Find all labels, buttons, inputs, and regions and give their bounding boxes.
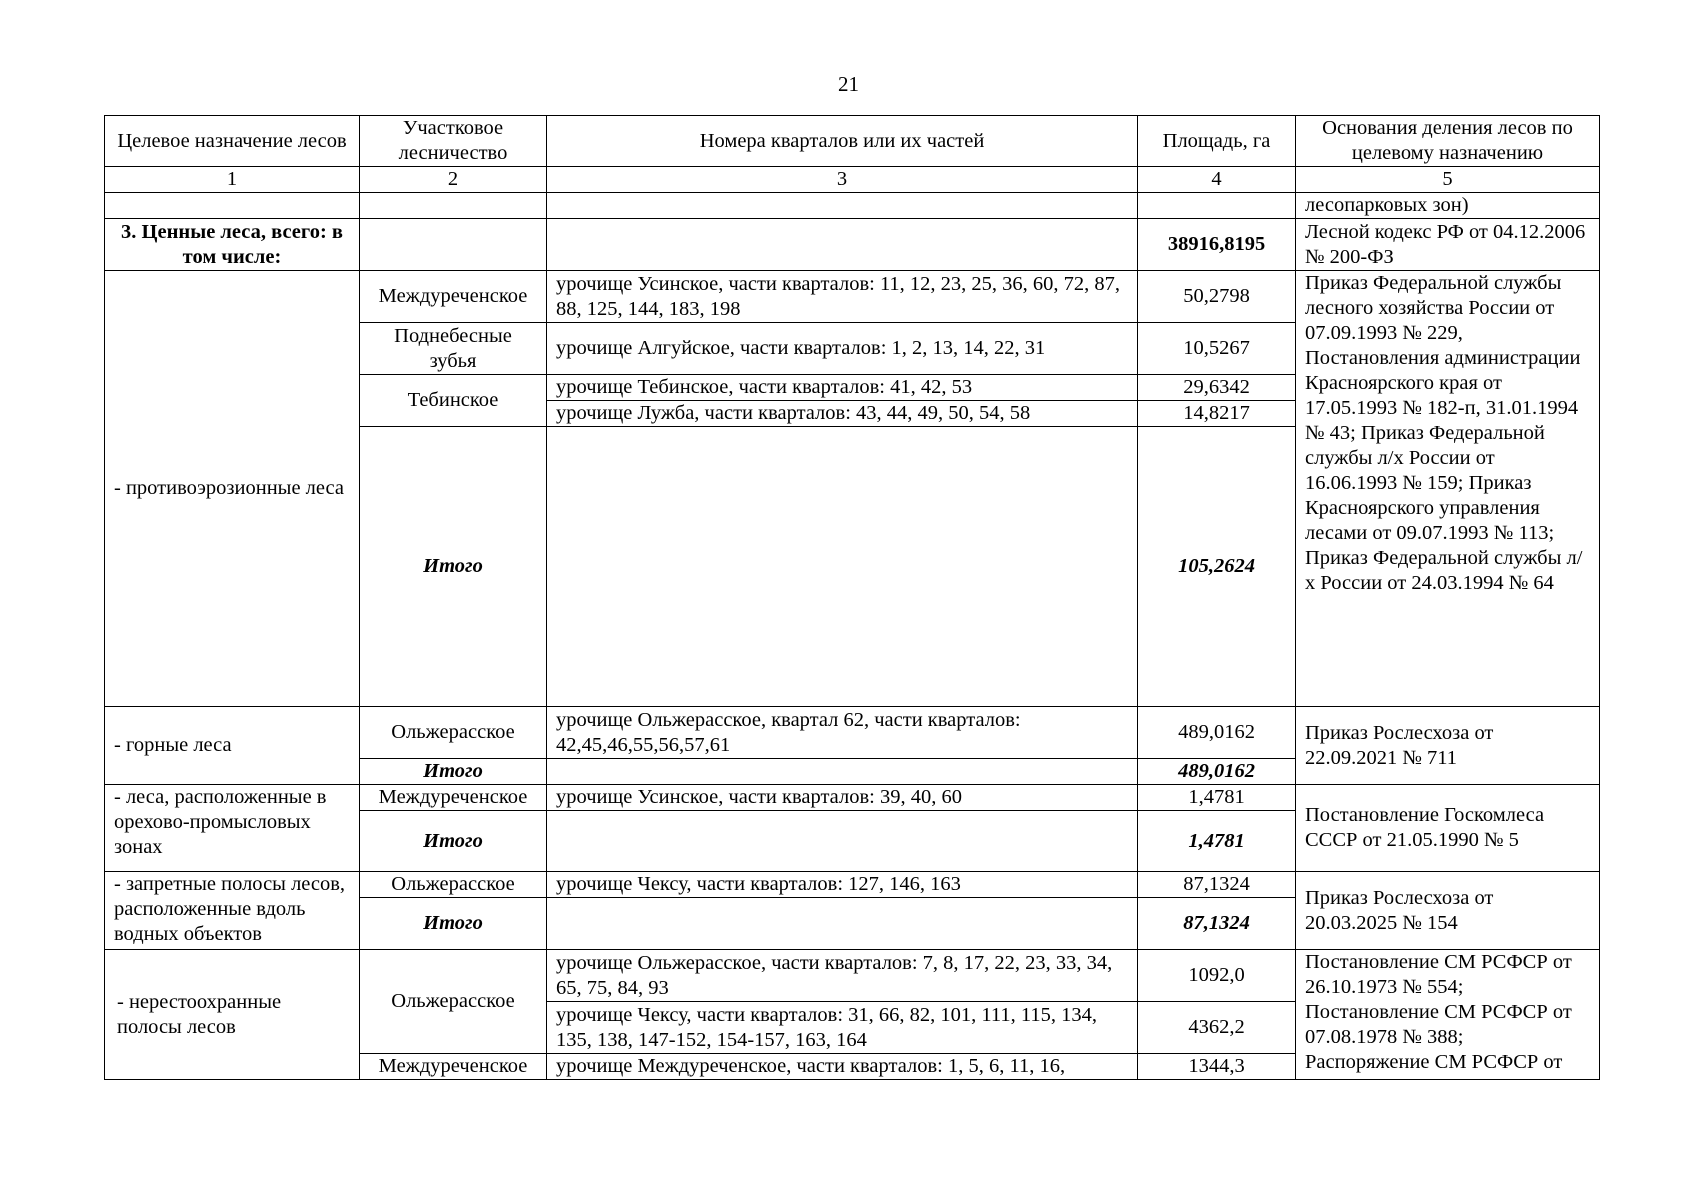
forestry-cell: Ольжерасское (360, 872, 547, 898)
table-row (105, 271, 1600, 323)
area-cell: 489,0162 (1138, 707, 1296, 759)
header-purpose: Целевое назначение лесов (105, 116, 360, 167)
basis-water: Приказ Рослесхоза от 20.03.2025 № 154 (1296, 872, 1600, 950)
valuable-forests-title: 3. Ценные леса, всего: в том числе: (105, 219, 360, 271)
table-row (105, 950, 1600, 1002)
quarters-cell: урочище Тебинское, части кварталов: 41, 42, 53 (547, 375, 1138, 401)
header-quarters: Номера кварталов или их частей (547, 116, 1138, 167)
empty-cell (547, 219, 1138, 271)
quarters-cell: урочище Усинское, части кварталов: 39, 40, 60 (547, 785, 1138, 811)
total-label: Итого (360, 898, 547, 950)
total-area: 1,4781 (1138, 811, 1296, 872)
table-row (105, 785, 1600, 811)
total-label: Итого (360, 759, 547, 785)
area-cell: 1344,3 (1138, 1054, 1296, 1080)
quarters-cell: урочище Чексу, части кварталов: 31, 66, 82, 101, 111, 115, 134, 135, 138, 147-152, 154-157, 163, 164 (547, 1002, 1138, 1054)
header-area: Площадь, га (1138, 116, 1296, 167)
column-number: 2 (360, 167, 547, 193)
basis-nut: Постановление Госкомлеса СССР от 21.05.1990 № 5 (1296, 785, 1600, 872)
valuable-forests-area: 38916,8195 (1138, 219, 1296, 271)
column-number: 5 (1296, 167, 1600, 193)
purpose-nut: - леса, расположенные в орехово-промысловых зонах (105, 785, 360, 872)
column-number: 1 (105, 167, 360, 193)
quarters-cell: урочище Лужба, части кварталов: 43, 44, 49, 50, 54, 58 (547, 401, 1138, 427)
page-number: 21 (838, 72, 859, 96)
area-cell: 10,5267 (1138, 323, 1296, 375)
area-cell: 14,8217 (1138, 401, 1296, 427)
basis-anti-erosion: Приказ Федеральной службы лесного хозяйства России от 07.09.1993 № 229, Постановления администрации Красноярского края от 17.05.1993 № 182-п, 31.01.1994 № 43; Приказ Федеральной службы л/х России от 16.06.1993 № 159; Приказ Красноярского управления лесами от 09.07.1993 № 113; Приказ Федеральной службы л/х России от 24.03.1994 № 64 (1296, 271, 1600, 707)
header-forestry: Участковое лесничество (360, 116, 547, 167)
forestry-cell: Тебинское (360, 375, 547, 427)
quarters-cell: урочище Ольжерасское, части кварталов: 7, 8, 17, 22, 23, 33, 34, 65, 75, 84, 93 (547, 950, 1138, 1002)
empty-cell (1138, 193, 1296, 219)
column-number: 3 (547, 167, 1138, 193)
purpose-spawning: - нерестоохранные полосы лесов (105, 950, 360, 1080)
purpose-mountain: - горные леса (105, 707, 360, 785)
forestry-cell: Ольжерасское (360, 707, 547, 759)
total-area: 489,0162 (1138, 759, 1296, 785)
quarters-cell: урочище Алгуйское, части кварталов: 1, 2, 13, 14, 22, 31 (547, 323, 1138, 375)
forestry-cell: Ольжерасское (360, 950, 547, 1054)
header-row (105, 116, 1600, 167)
area-cell: 50,2798 (1138, 271, 1296, 323)
header-basis: Основания деления лесов по целевому назначению (1296, 116, 1600, 167)
basis-continuation: лесопарковых зон) (1296, 193, 1600, 219)
valuable-forests-basis: Лесной кодекс РФ от 04.12.2006 № 200-ФЗ (1296, 219, 1600, 271)
quarters-cell: урочище Чексу, части кварталов: 127, 146, 163 (547, 872, 1138, 898)
area-cell: 87,1324 (1138, 872, 1296, 898)
forestry-cell: Поднебесные зубья (360, 323, 547, 375)
empty-cell (547, 759, 1138, 785)
table-row (105, 707, 1600, 759)
empty-cell (360, 219, 547, 271)
basis-mountain: Приказ Рослесхоза от 22.09.2021 № 711 (1296, 707, 1600, 785)
forest-purpose-table (104, 115, 1600, 1080)
basis-spawning: Постановление СМ РСФСР от 26.10.1973 № 554; Постановление СМ РСФСР от 07.08.1978 № 388; Распоряжение СМ РСФСР от (1296, 950, 1600, 1080)
continuation-row (105, 193, 1600, 219)
total-label: Итого (360, 427, 547, 707)
forestry-cell: Междуреченское (360, 785, 547, 811)
quarters-cell: урочище Ольжерасское, квартал 62, части кварталов: 42,45,46,55,56,57,61 (547, 707, 1138, 759)
table-row (105, 872, 1600, 898)
empty-cell (360, 193, 547, 219)
total-label: Итого (360, 811, 547, 872)
quarters-cell: урочище Междуреченское, части кварталов: 1, 5, 6, 11, 16, (547, 1054, 1138, 1080)
purpose-water: - запретные полосы лесов, расположенные вдоль водных объектов (105, 872, 360, 950)
column-number: 4 (1138, 167, 1296, 193)
purpose-anti-erosion: - противоэрозионные леса (105, 271, 360, 707)
total-area: 105,2624 (1138, 427, 1296, 707)
area-cell: 29,6342 (1138, 375, 1296, 401)
area-cell: 4362,2 (1138, 1002, 1296, 1054)
total-area: 87,1324 (1138, 898, 1296, 950)
empty-cell (547, 193, 1138, 219)
empty-cell (547, 427, 1138, 707)
empty-cell (547, 898, 1138, 950)
empty-cell (105, 193, 360, 219)
area-cell: 1092,0 (1138, 950, 1296, 1002)
area-cell: 1,4781 (1138, 785, 1296, 811)
column-number-row (105, 167, 1600, 193)
valuable-forests-row (105, 219, 1600, 271)
quarters-cell: урочище Усинское, части кварталов: 11, 12, 23, 25, 36, 60, 72, 87, 88, 125, 144, 183, 198 (547, 271, 1138, 323)
forestry-cell: Междуреченское (360, 1054, 547, 1080)
empty-cell (547, 811, 1138, 872)
forestry-cell: Междуреченское (360, 271, 547, 323)
